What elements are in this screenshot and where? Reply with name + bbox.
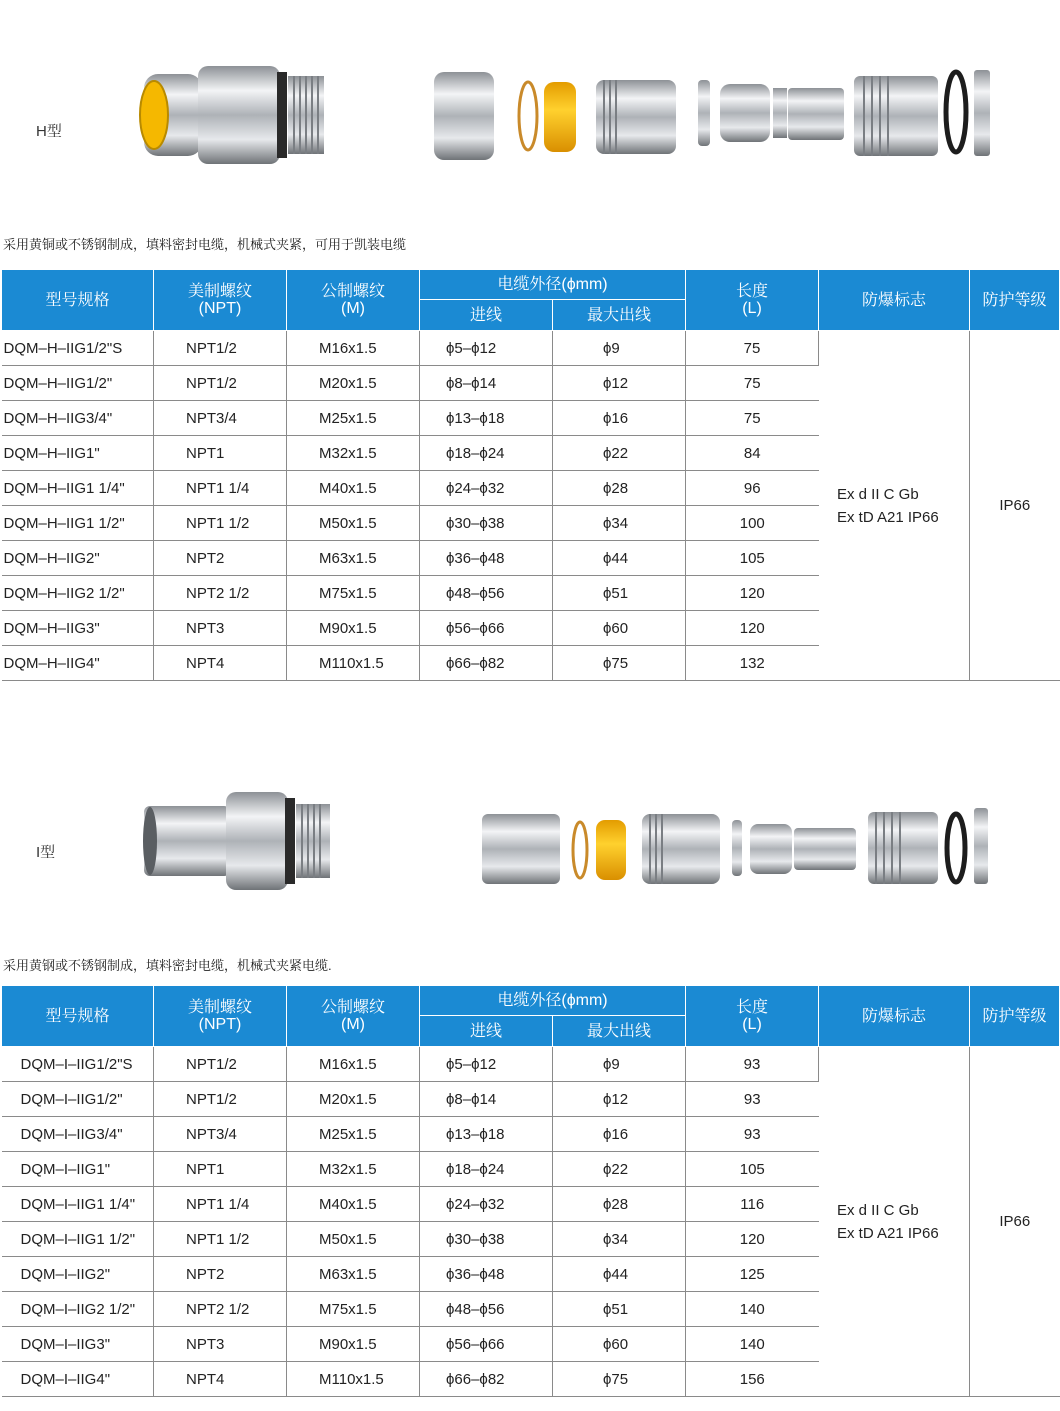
header-protection: 防护等级 (970, 270, 1060, 331)
cell-npt: NPT1/2 (154, 331, 287, 366)
cell-inlet: ϕ48–ϕ56 (420, 576, 553, 611)
cell-outlet: ϕ44 (553, 1257, 686, 1292)
cell-metric: M63x1.5 (287, 1257, 420, 1292)
cell-npt: NPT4 (154, 646, 287, 681)
cell-inlet: ϕ66–ϕ82 (420, 646, 553, 681)
cell-metric: M75x1.5 (287, 1292, 420, 1327)
cell-metric: M110x1.5 (287, 1362, 420, 1397)
cell-outlet: ϕ22 (553, 1152, 686, 1187)
cell-inlet: ϕ24–ϕ32 (420, 471, 553, 506)
cell-length: 105 (686, 1152, 819, 1187)
cell-outlet: ϕ51 (553, 576, 686, 611)
cell-model: DQM–H–IIG1/2" (2, 366, 154, 401)
cell-inlet: ϕ56–ϕ66 (420, 1327, 553, 1362)
table-row (2, 1047, 1060, 1082)
cell-outlet: ϕ75 (553, 1362, 686, 1397)
cell-metric: M20x1.5 (287, 1082, 420, 1117)
cell-outlet: ϕ60 (553, 611, 686, 646)
cell-inlet: ϕ24–ϕ32 (420, 1187, 553, 1222)
header-cable-od: 电缆外径(ϕmm) (420, 986, 686, 1016)
cell-npt: NPT2 1/2 (154, 1292, 287, 1327)
cell-length: 93 (686, 1117, 819, 1152)
header-npt: 美制螺纹 (NPT) (154, 270, 287, 331)
header-length: 长度 (L) (686, 270, 819, 331)
cell-length: 132 (686, 646, 819, 681)
cell-outlet: ϕ34 (553, 1222, 686, 1257)
cell-model: DQM–I–IIG2" (2, 1257, 154, 1292)
cell-inlet: ϕ5–ϕ12 (420, 1047, 553, 1082)
cell-length: 105 (686, 541, 819, 576)
cell-outlet: ϕ28 (553, 471, 686, 506)
cell-model: DQM–I–IIG1/2"S (2, 1047, 154, 1082)
cell-model: DQM–I–IIG1 1/2" (2, 1222, 154, 1257)
header-ex-mark: 防爆标志 (819, 270, 970, 331)
cell-model: DQM–I–IIG1/2" (2, 1082, 154, 1117)
cell-length: 93 (686, 1082, 819, 1117)
cell-length: 75 (686, 331, 819, 366)
cell-length: 84 (686, 436, 819, 471)
cell-metric: M75x1.5 (287, 576, 420, 611)
header-model: 型号规格 (2, 270, 154, 331)
cell-npt: NPT1/2 (154, 1047, 287, 1082)
cable-gland-i-exploded-image (478, 806, 998, 888)
cell-outlet: ϕ75 (553, 646, 686, 681)
cell-inlet: ϕ66–ϕ82 (420, 1362, 553, 1397)
cell-model: DQM–I–IIG1" (2, 1152, 154, 1187)
cell-metric: M90x1.5 (287, 611, 420, 646)
cell-metric: M25x1.5 (287, 401, 420, 436)
cell-inlet: ϕ13–ϕ18 (420, 1117, 553, 1152)
cell-length: 156 (686, 1362, 819, 1397)
cell-inlet: ϕ36–ϕ48 (420, 1257, 553, 1292)
header-inlet: 进线 (420, 1016, 553, 1047)
cell-inlet: ϕ30–ϕ38 (420, 506, 553, 541)
cell-npt: NPT2 (154, 1257, 287, 1292)
cell-metric: M63x1.5 (287, 541, 420, 576)
cell-inlet: ϕ18–ϕ24 (420, 436, 553, 471)
header-protection: 防护等级 (970, 986, 1060, 1047)
header-max-outlet: 最大出线 (553, 300, 686, 331)
cell-length: 120 (686, 576, 819, 611)
cell-ex-mark: Ex d II C Gb Ex tD A21 IP66 (819, 331, 970, 681)
cell-length: 120 (686, 611, 819, 646)
cell-model: DQM–I–IIG2 1/2" (2, 1292, 154, 1327)
cell-outlet: ϕ12 (553, 366, 686, 401)
cell-metric: M50x1.5 (287, 506, 420, 541)
cell-model: DQM–I–IIG3" (2, 1327, 154, 1362)
cell-length: 140 (686, 1327, 819, 1362)
cell-model: DQM–H–IIG1/2"S (2, 331, 154, 366)
cell-protection: IP66 (970, 331, 1060, 681)
cell-npt: NPT4 (154, 1362, 287, 1397)
header-cable-od: 电缆外径(ϕmm) (420, 270, 686, 300)
header-length: 长度 (L) (686, 986, 819, 1047)
cell-length: 140 (686, 1292, 819, 1327)
header-max-outlet: 最大出线 (553, 1016, 686, 1047)
cell-outlet: ϕ9 (553, 331, 686, 366)
cell-model: DQM–H–IIG3" (2, 611, 154, 646)
cell-metric: M32x1.5 (287, 1152, 420, 1187)
cell-inlet: ϕ13–ϕ18 (420, 401, 553, 436)
cell-npt: NPT1/2 (154, 366, 287, 401)
cell-inlet: ϕ30–ϕ38 (420, 1222, 553, 1257)
header-npt: 美制螺纹 (NPT) (154, 986, 287, 1047)
cell-inlet: ϕ5–ϕ12 (420, 331, 553, 366)
spec-table-i (1, 985, 1060, 1397)
cell-npt: NPT1/2 (154, 1082, 287, 1117)
type-label-i: I型 (36, 844, 56, 861)
cell-npt: NPT1 (154, 1152, 287, 1187)
cell-metric: M90x1.5 (287, 1327, 420, 1362)
cell-length: 96 (686, 471, 819, 506)
cell-npt: NPT2 (154, 541, 287, 576)
cell-protection: IP66 (970, 1047, 1060, 1397)
cell-outlet: ϕ34 (553, 506, 686, 541)
cell-npt: NPT1 1/2 (154, 1222, 287, 1257)
cell-outlet: ϕ51 (553, 1292, 686, 1327)
cell-outlet: ϕ16 (553, 401, 686, 436)
cell-npt: NPT3 (154, 1327, 287, 1362)
type-label-h: H型 (36, 123, 62, 140)
cell-inlet: ϕ18–ϕ24 (420, 1152, 553, 1187)
cell-npt: NPT1 (154, 436, 287, 471)
cell-metric: M20x1.5 (287, 366, 420, 401)
cell-npt: NPT1 1/2 (154, 506, 287, 541)
cell-length: 93 (686, 1047, 819, 1082)
cell-model: DQM–H–IIG3/4" (2, 401, 154, 436)
cell-inlet: ϕ56–ϕ66 (420, 611, 553, 646)
cell-metric: M16x1.5 (287, 331, 420, 366)
cell-inlet: ϕ36–ϕ48 (420, 541, 553, 576)
cell-outlet: ϕ12 (553, 1082, 686, 1117)
cell-length: 116 (686, 1187, 819, 1222)
header-model: 型号规格 (2, 986, 154, 1047)
cable-gland-h-exploded-image (428, 66, 998, 166)
cell-outlet: ϕ60 (553, 1327, 686, 1362)
cell-length: 125 (686, 1257, 819, 1292)
cell-outlet: ϕ16 (553, 1117, 686, 1152)
cell-npt: NPT1 1/4 (154, 471, 287, 506)
cell-metric: M40x1.5 (287, 471, 420, 506)
cell-metric: M32x1.5 (287, 436, 420, 471)
cell-metric: M40x1.5 (287, 1187, 420, 1222)
cell-inlet: ϕ8–ϕ14 (420, 366, 553, 401)
cell-model: DQM–H–IIG1 1/2" (2, 506, 154, 541)
cell-model: DQM–I–IIG3/4" (2, 1117, 154, 1152)
cell-metric: M110x1.5 (287, 646, 420, 681)
cell-length: 75 (686, 366, 819, 401)
cell-outlet: ϕ28 (553, 1187, 686, 1222)
cell-length: 120 (686, 1222, 819, 1257)
cell-outlet: ϕ22 (553, 436, 686, 471)
cell-metric: M16x1.5 (287, 1047, 420, 1082)
description-i: 采用黄钢或不锈钢制成，填料密封电缆，机械式夹紧电缆. (3, 958, 332, 973)
cell-npt: NPT3 (154, 611, 287, 646)
cell-model: DQM–H–IIG2" (2, 541, 154, 576)
cell-inlet: ϕ48–ϕ56 (420, 1292, 553, 1327)
cell-model: DQM–H–IIG2 1/2" (2, 576, 154, 611)
cell-model: DQM–H–IIG4" (2, 646, 154, 681)
cell-npt: NPT3/4 (154, 401, 287, 436)
spec-table-h (1, 269, 1060, 681)
cell-outlet: ϕ44 (553, 541, 686, 576)
cell-length: 100 (686, 506, 819, 541)
header-ex-mark: 防爆标志 (819, 986, 970, 1047)
cell-length: 75 (686, 401, 819, 436)
cell-ex-mark: Ex d II C Gb Ex tD A21 IP66 (819, 1047, 970, 1397)
cell-metric: M50x1.5 (287, 1222, 420, 1257)
cell-model: DQM–H–IIG1 1/4" (2, 471, 154, 506)
cell-model: DQM–I–IIG4" (2, 1362, 154, 1397)
cell-npt: NPT1 1/4 (154, 1187, 287, 1222)
cell-outlet: ϕ9 (553, 1047, 686, 1082)
description-h: 采用黄铜或不锈钢制成，填料密封电缆，机械式夹紧，可用于凯装电缆 (3, 237, 407, 252)
cell-npt: NPT3/4 (154, 1117, 287, 1152)
cell-inlet: ϕ8–ϕ14 (420, 1082, 553, 1117)
cable-gland-h-assembled-image (132, 52, 332, 177)
cell-metric: M25x1.5 (287, 1117, 420, 1152)
cell-npt: NPT2 1/2 (154, 576, 287, 611)
header-metric: 公制螺纹 (M) (287, 986, 420, 1047)
header-metric: 公制螺纹 (M) (287, 270, 420, 331)
cell-model: DQM–H–IIG1" (2, 436, 154, 471)
cell-model: DQM–I–IIG1 1/4" (2, 1187, 154, 1222)
header-inlet: 进线 (420, 300, 553, 331)
cable-gland-i-assembled-image (140, 778, 340, 903)
table-row (2, 331, 1060, 366)
